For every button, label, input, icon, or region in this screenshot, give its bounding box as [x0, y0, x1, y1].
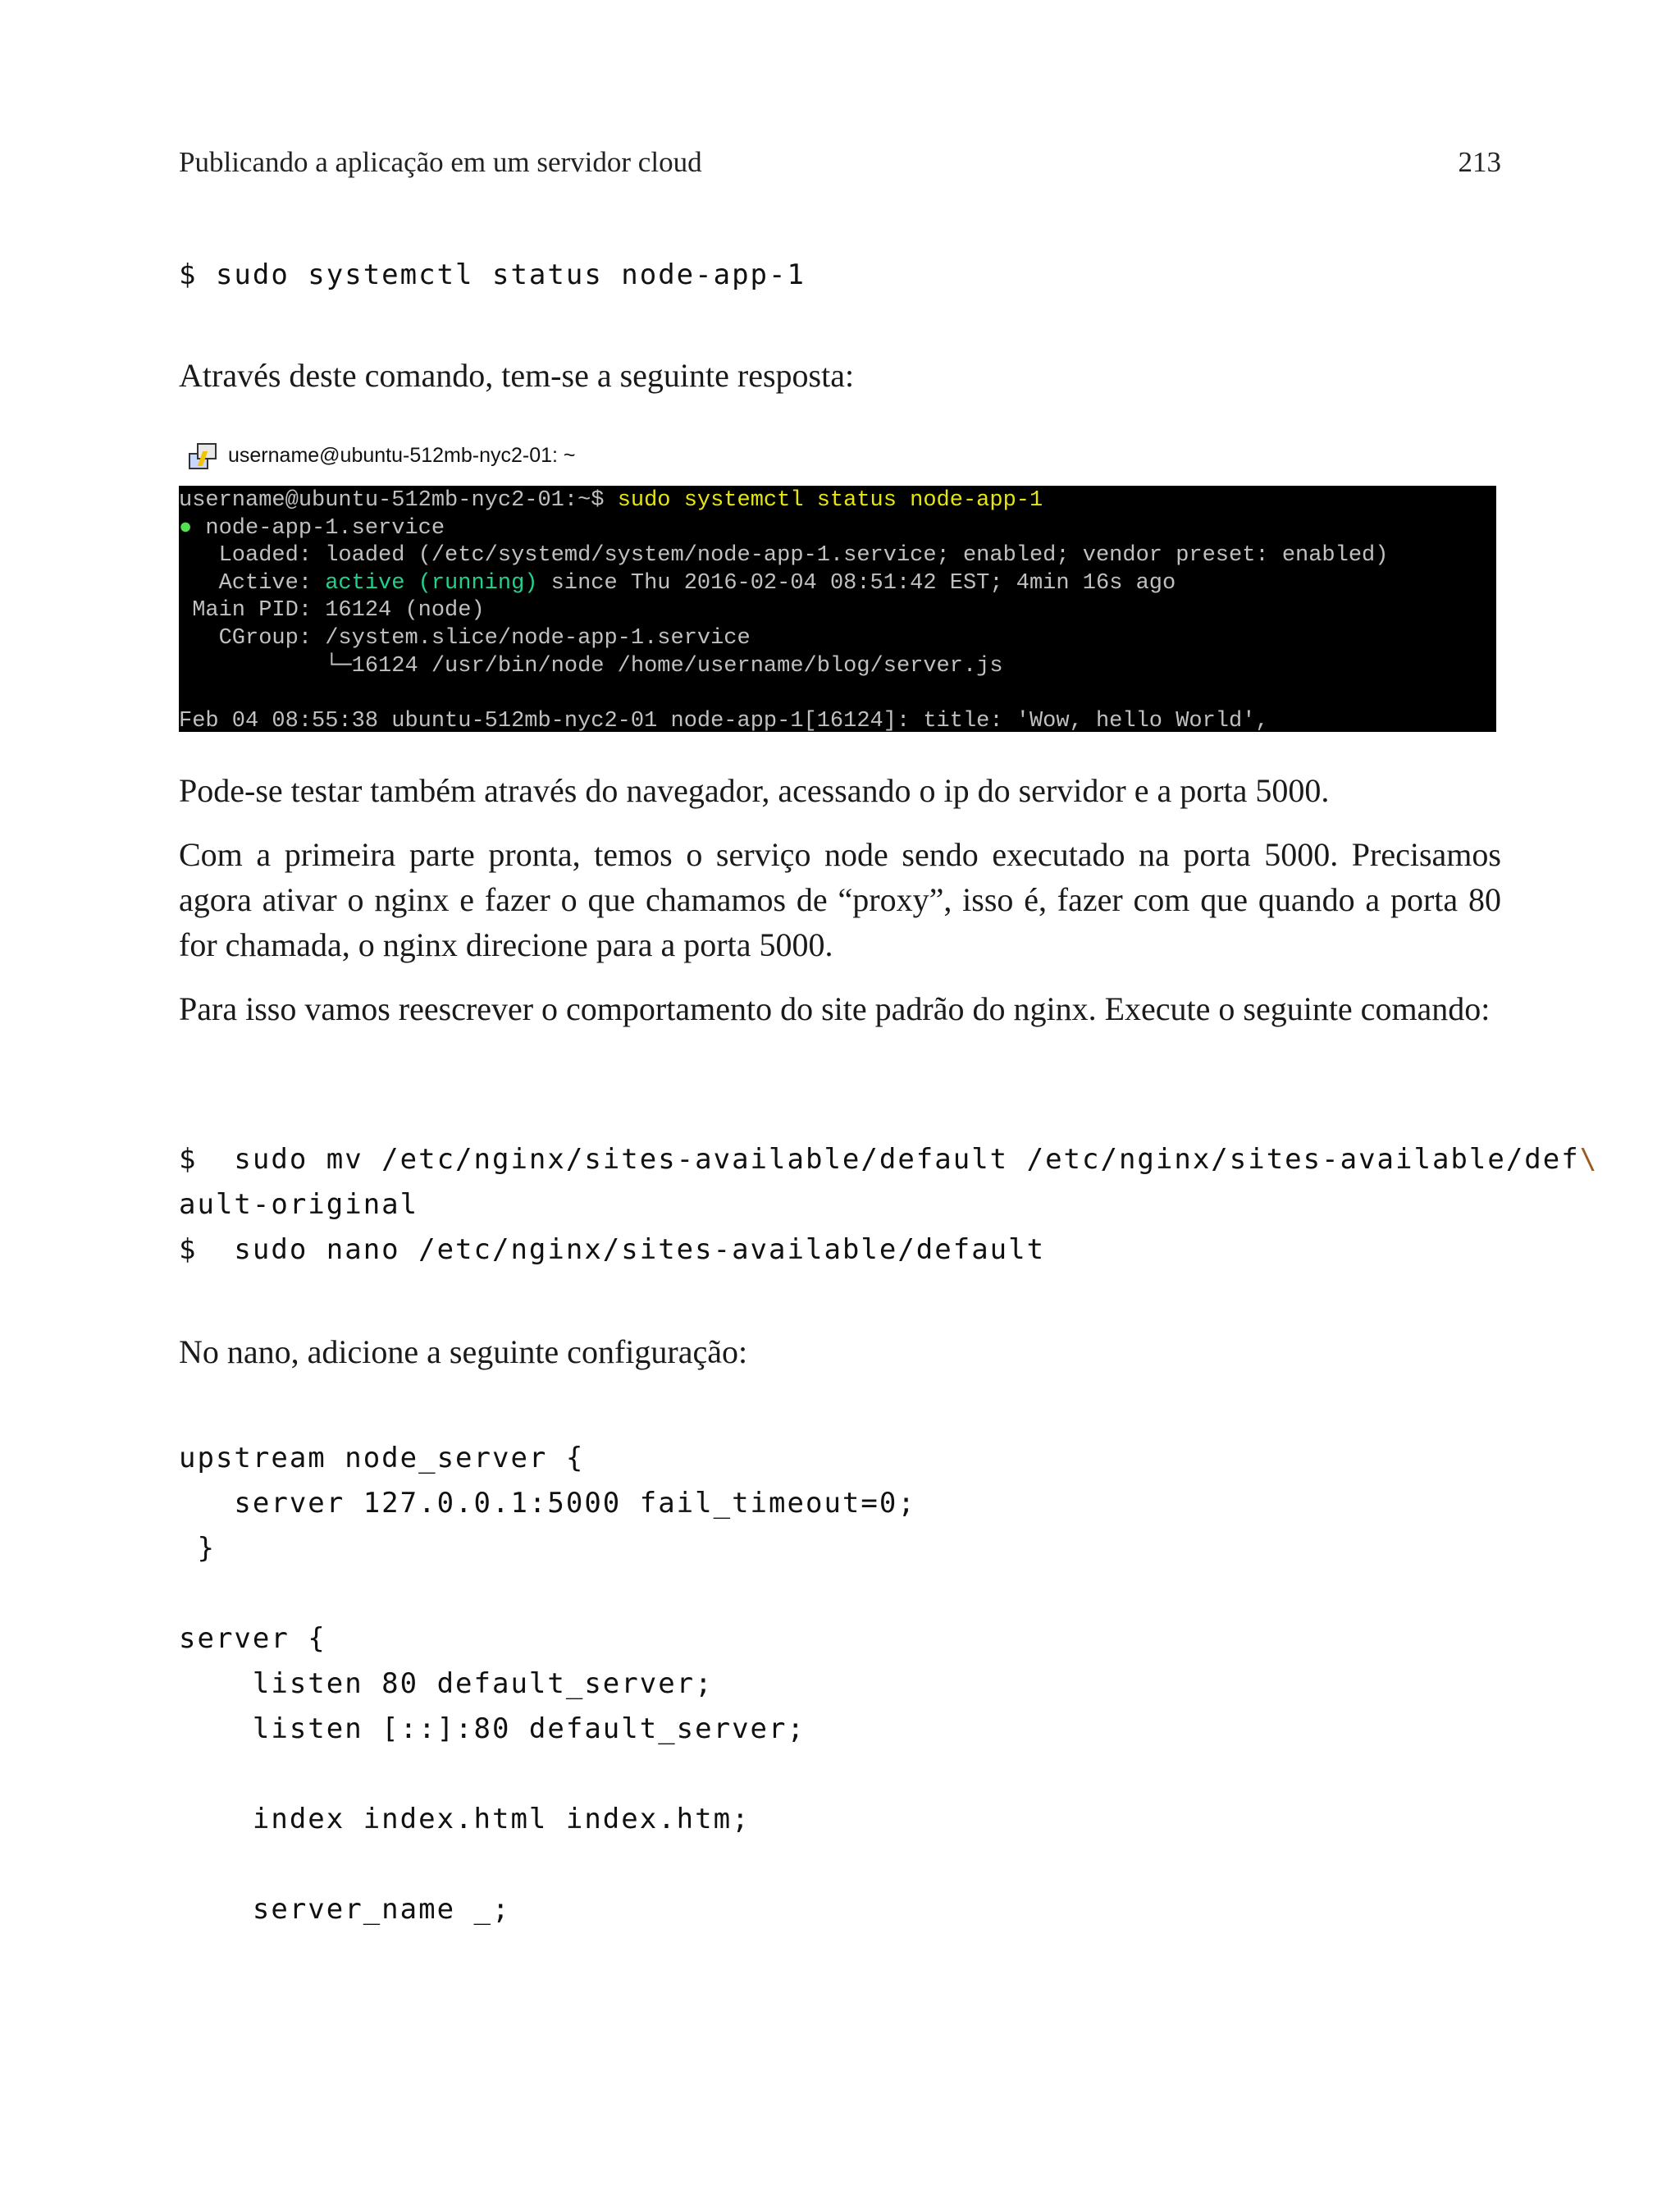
terminal-active-line — [179, 570, 1496, 598]
line-continuation-mark: \ — [1579, 1143, 1599, 1176]
terminal-pid-line: Main PID: 16124 (node) — [179, 598, 485, 624]
terminal-cgroup-line: CGroup: /system.slice/node-app-1.service — [179, 625, 751, 651]
paragraph-nano-intro: No nano, adicione a seguinte configuração: — [179, 1333, 748, 1370]
status-command-block: $ sudo systemctl status node-app-1 — [179, 258, 806, 291]
terminal-command: sudo systemctl status node-app-1 — [617, 488, 1043, 513]
nginx-config-block — [179, 1436, 916, 1932]
terminal-active-since: since Thu 2016-02-04 08:51:42 EST; 4min 16s ago — [537, 570, 1176, 596]
paragraph-browser-test: Pode-se testar também através do navegador, acessando o ip do servidor e a porta 5000. — [179, 772, 1330, 809]
page-number: 213 — [1458, 146, 1501, 178]
putty-icon — [189, 441, 217, 469]
terminal-window-title: username@ubuntu-512mb-nyc2-01: ~ — [228, 443, 576, 467]
command-mv: $ sudo mv /etc/nginx/sites-available/default /etc/nginx/sites-available/def — [179, 1143, 1580, 1176]
command-line-3: $ sudo nano /etc/nginx/sites-available/default — [179, 1233, 1046, 1266]
config-line — [179, 1571, 916, 1616]
paragraph-response-intro: Através deste comando, tem-se a seguinte resposta: — [179, 357, 855, 394]
paragraph-rewrite-intro: Para isso vamos reescrever o comportamento do site padrão do nginx. Execute o seguinte comando: — [179, 990, 1491, 1027]
nginx-commands-block — [179, 1137, 1598, 1273]
terminal-active-label: Active: — [179, 570, 326, 596]
status-dot-icon: ● — [179, 515, 193, 541]
config-line: server_name _; — [179, 1893, 511, 1926]
config-line: listen [::]:80 default_server; — [179, 1712, 806, 1745]
config-line: server { — [179, 1622, 326, 1655]
terminal-blank-line — [179, 680, 1496, 708]
terminal-service-line — [179, 515, 1496, 543]
config-line: listen 80 default_server; — [179, 1667, 714, 1700]
terminal-process-line: └─16124 /usr/bin/node /home/username/blog/server.js — [179, 653, 1003, 679]
terminal-loaded-line: Loaded: loaded (/etc/systemd/system/node-app-1.service; enabled; vendor preset: enabled) — [179, 543, 1389, 569]
config-line — [179, 1752, 916, 1797]
terminal-screenshot — [179, 486, 1496, 732]
config-line: server 127.0.0.1:5000 fail_timeout=0; — [179, 1487, 916, 1520]
running-header — [179, 146, 1501, 179]
terminal-prompt-line — [179, 487, 1496, 515]
config-line: index index.html index.htm; — [179, 1803, 751, 1835]
terminal-service-name: node-app-1.service — [192, 515, 445, 541]
terminal-log-line: Feb 04 08:55:38 ubuntu-512mb-nyc2-01 node-app-1[16124]: title: 'Wow, hello World', — [179, 708, 1269, 732]
terminal-active-status: active (running) — [325, 570, 538, 596]
config-line — [179, 1842, 916, 1887]
command-line-2: ault-original — [179, 1188, 419, 1221]
paragraph-proxy-explanation: Com a primeira parte pronta, temos o serviço node sendo executado na porta 5000. Precisamos agora ativar o nginx e fazer o que chamamos de “proxy”, isso é, fazer com que quando a porta 80 for chamada, o nginx direcione para a porta 5000. — [179, 836, 1501, 963]
command-line-1 — [179, 1137, 1598, 1182]
config-line: upstream node_server { — [179, 1442, 585, 1474]
config-line: } — [179, 1532, 216, 1565]
terminal-prompt: username@ubuntu-512mb-nyc2-01:~$ — [179, 488, 618, 513]
terminal-window-titlebar — [189, 441, 576, 469]
chapter-title: Publicando a aplicação em um servidor cloud — [179, 146, 702, 178]
